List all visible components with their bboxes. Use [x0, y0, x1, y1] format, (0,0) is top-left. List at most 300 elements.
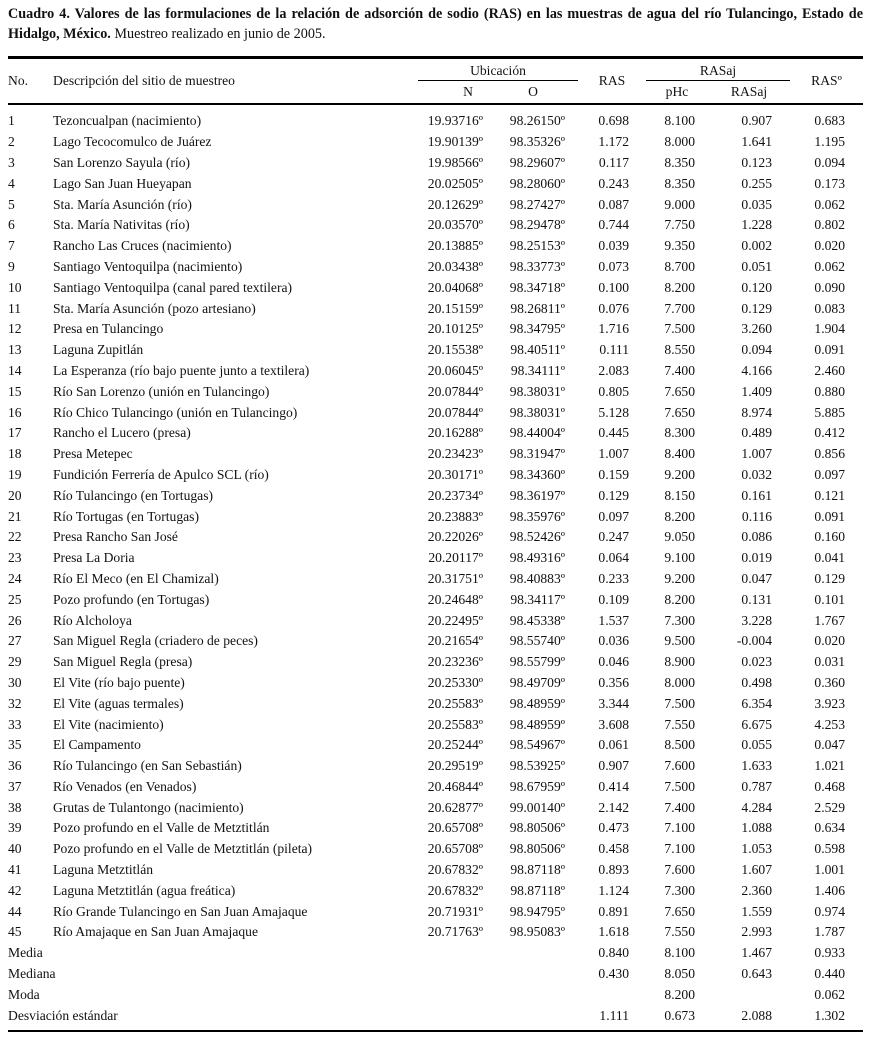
cell-lat-n: 20.03570º	[427, 217, 483, 233]
cell-description: Río Venados (en Venados)	[53, 778, 197, 794]
summary-row	[8, 984, 863, 1005]
cell-phc: 8.350	[664, 154, 695, 170]
cell-phc: 7.600	[664, 758, 695, 774]
cell-ras: 0.097	[598, 508, 629, 524]
table-row	[8, 257, 863, 278]
cell-ras: 1.111	[599, 1007, 629, 1023]
header-ubicacion-cell	[418, 58, 578, 82]
cell-ras-deg: 0.933	[814, 945, 846, 961]
cell-phc: 7.650	[664, 383, 695, 399]
cell-description: El Vite (nacimiento)	[53, 716, 164, 732]
cell-description: San Miguel Regla (criadero de peces)	[53, 633, 258, 649]
cell-lon-o: 98.26811º	[510, 300, 565, 316]
cell-description: San Lorenzo Sayula (río)	[53, 154, 191, 170]
cell-rasaj: -0.004	[736, 633, 773, 649]
cell-rasaj: 6.354	[741, 695, 773, 711]
cell-lon-o: 98.35976º	[509, 508, 565, 524]
cell-rasaj: 0.032	[741, 466, 773, 482]
cell-phc: 8.200	[664, 591, 695, 607]
cell-description: Río Tulancingo (en Tortugas)	[53, 487, 214, 503]
cell-description: Pozo profundo (en Tortugas)	[53, 591, 210, 607]
cell-no: 24	[8, 570, 22, 586]
cell-description: Río Alcholoya	[53, 612, 132, 628]
cell-phc: 7.400	[664, 362, 695, 378]
cell-rasaj: 0.035	[741, 196, 773, 212]
cell-description: Pozo profundo en el Valle de Metztitlán (pileta)	[53, 841, 313, 857]
cell-no: 2	[8, 134, 15, 150]
cell-rasaj: 3.260	[741, 321, 773, 337]
cell-no: 44	[8, 903, 22, 919]
cell-no: 20	[8, 487, 22, 503]
cell-ras: 0.414	[598, 778, 629, 794]
cell-lon-o: 98.27427º	[509, 196, 565, 212]
cell-ras-deg: 0.856	[814, 446, 846, 462]
cell-lon-o: 98.31947º	[509, 446, 565, 462]
cell-lat-n: 20.30171º	[427, 466, 483, 482]
cell-ras: 2.142	[598, 799, 629, 815]
cell-phc: 7.100	[664, 820, 695, 836]
cell-ras-deg: 0.974	[814, 903, 846, 919]
cell-rasaj: 0.255	[741, 175, 773, 191]
cell-ras: 0.805	[598, 383, 629, 399]
cell-no: 21	[8, 508, 22, 524]
cell-description: Laguna Metztitlán	[53, 862, 154, 878]
cell-phc: 8.000	[664, 134, 695, 150]
table-row	[8, 361, 863, 382]
cell-no: 15	[8, 383, 22, 399]
cell-lon-o: 98.40511º	[510, 342, 565, 358]
cell-lat-n: 20.25583º	[427, 716, 483, 732]
cell-rasaj: 1.467	[741, 945, 773, 961]
cell-ras: 3.608	[598, 716, 629, 732]
cell-ras-deg: 2.460	[814, 362, 846, 378]
cell-ras-deg: 0.097	[814, 466, 846, 482]
cell-rasaj: 1.228	[741, 217, 773, 233]
cell-rasaj: 1.607	[741, 862, 773, 878]
cell-description: Santiago Ventoquilpa (nacimiento)	[53, 258, 243, 274]
cell-lat-n: 20.04068º	[427, 279, 483, 295]
table-row	[8, 215, 863, 236]
cell-phc: 8.300	[664, 425, 695, 441]
cell-rasaj: 0.498	[741, 674, 773, 690]
cell-ras-deg: 0.090	[814, 279, 846, 295]
cell-lon-o: 98.49316º	[509, 550, 565, 566]
cell-ras-deg: 1.302	[814, 1007, 846, 1023]
cell-rasaj: 1.633	[741, 758, 773, 774]
cell-ras: 0.698	[598, 113, 629, 129]
cell-description: Tezoncualpan (nacimiento)	[53, 113, 202, 129]
cell-ras: 0.243	[598, 175, 629, 191]
cell-ras: 0.907	[598, 758, 629, 774]
cell-lat-n: 20.25583º	[427, 695, 483, 711]
cell-lon-o: 98.38031º	[509, 383, 565, 399]
cell-ras-deg: 4.253	[814, 716, 846, 732]
cell-no: 14	[8, 362, 22, 378]
cell-no: 42	[8, 882, 22, 898]
table-row	[8, 631, 863, 652]
cell-lat-n: 20.21654º	[427, 633, 483, 649]
cell-lon-o: 98.38031º	[509, 404, 565, 420]
table-row	[8, 506, 863, 527]
cell-no: 45	[8, 924, 22, 940]
cell-phc: 8.150	[664, 487, 695, 503]
cell-lon-o: 98.34111º	[510, 362, 565, 378]
cell-phc: 7.500	[664, 778, 695, 794]
cell-description: Presa Rancho San José	[53, 529, 178, 545]
cell-lat-n: 20.62877º	[427, 799, 483, 815]
table-row	[8, 465, 863, 486]
table-row	[8, 818, 863, 839]
table-row	[8, 340, 863, 361]
table-row	[8, 527, 863, 548]
cell-description: Laguna Zupitlán	[53, 342, 144, 358]
cell-lat-n: 20.10125º	[427, 321, 483, 337]
cell-lat-n: 19.98566º	[427, 154, 483, 170]
cell-lon-o: 98.29478º	[509, 217, 565, 233]
ras-table	[8, 56, 863, 1032]
cell-phc: 9.050	[664, 529, 695, 545]
cell-ras: 0.445	[598, 425, 629, 441]
table-row	[8, 402, 863, 423]
cell-no: 38	[8, 799, 22, 815]
cell-lon-o: 98.87118º	[510, 882, 565, 898]
cell-description: Sta. María Nativitas (río)	[53, 217, 190, 233]
cell-description: Río San Lorenzo (unión en Tulancingo)	[53, 383, 270, 399]
cell-no: 10	[8, 279, 22, 295]
header-ras: RAS	[598, 73, 626, 88]
summary-row	[8, 964, 863, 985]
cell-no: 26	[8, 612, 22, 628]
cell-rasaj: 0.051	[741, 258, 773, 274]
cell-ras-deg: 0.802	[814, 217, 846, 233]
table-row	[8, 194, 863, 215]
cell-no: 7	[8, 238, 15, 254]
cell-phc: 9.500	[664, 633, 695, 649]
cell-ras: 0.064	[598, 550, 629, 566]
cell-no: 18	[8, 446, 22, 462]
table-caption	[8, 4, 863, 44]
header-no: No.	[8, 73, 29, 88]
cell-lon-o: 98.26150º	[509, 113, 565, 129]
cell-stat-label: Moda	[8, 986, 40, 1002]
cell-lat-n: 19.90139º	[427, 134, 483, 150]
cell-phc: 7.550	[664, 924, 695, 940]
header-rasaj-group: RASaj	[646, 59, 790, 81]
cell-ras-deg: 0.880	[814, 383, 846, 399]
cell-description: Rancho Las Cruces (nacimiento)	[53, 238, 232, 254]
cell-lon-o: 98.55740º	[509, 633, 565, 649]
cell-no: 41	[8, 862, 22, 878]
cell-phc: 7.750	[664, 217, 695, 233]
table-row	[8, 652, 863, 673]
cell-ras-deg: 0.360	[814, 674, 846, 690]
cell-ras: 0.458	[598, 841, 629, 857]
cell-lat-n: 20.02505º	[427, 175, 483, 191]
cell-ras-deg: 0.091	[814, 342, 846, 358]
cell-ras: 0.117	[598, 154, 629, 170]
cell-ras-deg: 0.683	[814, 113, 846, 129]
cell-phc: 8.200	[664, 279, 695, 295]
cell-lon-o: 98.48959º	[509, 695, 565, 711]
cell-phc: 9.350	[664, 238, 695, 254]
cell-rasaj	[718, 984, 790, 1005]
cell-ras: 0.430	[598, 966, 629, 982]
cell-lon-o: 98.80506º	[509, 820, 565, 836]
cell-lon-o: 98.34117º	[510, 591, 565, 607]
header-phc: pHc	[665, 84, 689, 99]
cell-ras: 2.083	[598, 362, 629, 378]
cell-lon-o: 98.49709º	[509, 674, 565, 690]
cell-lat-n: 20.46844º	[427, 778, 483, 794]
cell-rasaj: 4.284	[741, 799, 773, 815]
cell-rasaj: 0.002	[741, 238, 773, 254]
cell-ras-deg: 0.062	[814, 196, 846, 212]
cell-phc: 8.100	[664, 945, 695, 961]
cell-phc: 7.700	[664, 300, 695, 316]
table-row	[8, 901, 863, 922]
cell-ras-deg: 0.094	[814, 154, 846, 170]
cell-ras: 0.159	[598, 466, 629, 482]
cell-phc: 8.100	[664, 113, 695, 129]
summary-row	[8, 943, 863, 964]
cell-ras: 0.073	[598, 258, 629, 274]
table-row	[8, 132, 863, 153]
cell-ras: 0.129	[598, 487, 629, 503]
cell-ras-deg: 0.062	[814, 986, 846, 1002]
cell-phc: 9.200	[664, 570, 695, 586]
cell-lat-n: 20.07844º	[427, 404, 483, 420]
cell-rasaj: 0.055	[741, 737, 773, 753]
cell-description: El Campamento	[53, 737, 141, 753]
cell-ras-deg: 1.406	[814, 882, 846, 898]
cell-phc: 7.400	[664, 799, 695, 815]
header-rasaj: RASaj	[730, 84, 768, 99]
cell-description: Rancho el Lucero (presa)	[53, 425, 191, 441]
cell-lon-o: 98.28060º	[509, 175, 565, 191]
cell-lat-n: 20.23423º	[427, 446, 483, 462]
cell-lon-o: 98.67959º	[509, 778, 565, 794]
cell-ras: 5.128	[598, 404, 629, 420]
cell-lon-o: 98.80506º	[509, 841, 565, 857]
cell-lon-o: 98.95083º	[509, 924, 565, 940]
cell-lat-n: 20.23883º	[427, 508, 483, 524]
cell-no: 11	[8, 300, 22, 316]
cell-no: 23	[8, 550, 22, 566]
cell-ras-deg: 5.885	[814, 404, 846, 420]
table-row	[8, 548, 863, 569]
table-row	[8, 277, 863, 298]
cell-ras-deg: 0.440	[814, 966, 846, 982]
cell-phc: 8.350	[664, 175, 695, 191]
table-row	[8, 236, 863, 257]
cell-no: 37	[8, 778, 22, 794]
cell-no: 17	[8, 425, 22, 441]
table-row	[8, 173, 863, 194]
table-row	[8, 153, 863, 174]
cell-lat-n: 20.29519º	[427, 758, 483, 774]
cell-ras-deg: 1.021	[814, 758, 846, 774]
table-row	[8, 839, 863, 860]
header-o: O	[528, 84, 538, 99]
cell-lat-n: 20.67832º	[427, 862, 483, 878]
cell-rasaj: 1.641	[741, 134, 773, 150]
cell-no: 33	[8, 716, 22, 732]
cell-lat-n: 20.07844º	[427, 383, 483, 399]
cell-no: 30	[8, 674, 22, 690]
cell-no: 12	[8, 321, 22, 337]
cell-phc: 8.200	[664, 986, 695, 1002]
cell-ras: 0.111	[599, 342, 629, 358]
cell-ras: 1.618	[598, 924, 629, 940]
cell-lon-o: 98.53925º	[509, 758, 565, 774]
cell-phc: 0.673	[664, 1007, 695, 1023]
cell-lat-n: 20.23236º	[427, 654, 483, 670]
cell-lon-o: 98.34718º	[509, 279, 565, 295]
cell-no: 36	[8, 758, 22, 774]
table-row	[8, 589, 863, 610]
cell-phc: 8.550	[664, 342, 695, 358]
cell-lat-n: 20.16288º	[427, 425, 483, 441]
cell-ras-deg: 0.041	[814, 550, 846, 566]
cell-no: 1	[8, 113, 15, 129]
cell-phc: 8.900	[664, 654, 695, 670]
cell-description: Fundición Ferrería de Apulco SCL (río)	[53, 466, 269, 482]
cell-phc: 8.500	[664, 737, 695, 753]
cell-rasaj: 0.131	[741, 591, 773, 607]
cell-ras-deg: 1.904	[814, 321, 846, 337]
cell-ras: 1.537	[598, 612, 629, 628]
cell-lon-o: 98.55799º	[509, 654, 565, 670]
cell-stat-label: Mediana	[8, 966, 56, 982]
cell-lat-n: 20.25244º	[427, 737, 483, 753]
cell-ras: 0.233	[598, 570, 629, 586]
cell-stat-label: Desviación estándar	[8, 1007, 118, 1023]
cell-ras: 0.891	[598, 903, 629, 919]
table-row	[8, 381, 863, 402]
cell-description: Lago Tecocomulco de Juárez	[53, 134, 212, 150]
cell-lat-n: 20.24648º	[427, 591, 483, 607]
cell-description: Sta. María Asunción (río)	[53, 196, 192, 212]
cell-lon-o: 98.34360º	[509, 466, 565, 482]
table-row	[8, 444, 863, 465]
cell-lat-n: 20.65708º	[427, 841, 483, 857]
cell-rasaj: 6.675	[741, 716, 773, 732]
cell-rasaj: 0.086	[741, 529, 773, 545]
cell-no: 27	[8, 633, 22, 649]
cell-phc: 9.200	[664, 466, 695, 482]
cell-rasaj: 0.123	[741, 154, 773, 170]
cell-ras-deg: 0.468	[814, 778, 846, 794]
cell-lat-n: 20.06045º	[427, 362, 483, 378]
cell-ras-deg: 1.001	[814, 862, 846, 878]
cell-ras: 0.100	[598, 279, 629, 295]
cell-ras: 0.061	[598, 737, 629, 753]
cell-ras-deg: 0.047	[814, 737, 846, 753]
cell-lon-o: 98.34795º	[509, 321, 565, 337]
cell-lon-o: 98.54967º	[509, 737, 565, 753]
cell-rasaj: 0.489	[741, 425, 773, 441]
table-row	[8, 673, 863, 694]
cell-no: 3	[8, 154, 15, 170]
caption-title: Cuadro 4. Valores de las formulaciones de la relación de adsorción de sodio (RAS) en las muestras de agua del río Tulancingo, Estado de Hidalgo, México.	[8, 6, 863, 42]
cell-phc: 7.600	[664, 862, 695, 878]
cell-description: Río Tulancingo (en San Sebastián)	[53, 758, 242, 774]
cell-no: 32	[8, 695, 22, 711]
cell-ras-deg: 1.195	[814, 134, 846, 150]
cell-no: 35	[8, 737, 22, 753]
cell-rasaj: 0.023	[741, 654, 773, 670]
cell-no: 39	[8, 820, 22, 836]
cell-phc: 8.700	[664, 258, 695, 274]
table-row	[8, 693, 863, 714]
cell-lat-n: 20.31751º	[427, 570, 483, 586]
cell-phc: 8.400	[664, 446, 695, 462]
cell-phc: 8.050	[664, 966, 695, 982]
cell-lon-o: 98.44004º	[509, 425, 565, 441]
cell-phc: 7.500	[664, 321, 695, 337]
cell-phc: 7.100	[664, 841, 695, 857]
cell-lat-n: 20.22026º	[427, 529, 483, 545]
cell-ras: 1.172	[598, 134, 629, 150]
cell-lon-o: 98.33773º	[509, 258, 565, 274]
cell-ras: 0.893	[598, 862, 629, 878]
cell-rasaj: 1.007	[741, 446, 773, 462]
table-row	[8, 423, 863, 444]
header-n: N	[463, 84, 473, 99]
cell-lon-o: 98.45338º	[509, 612, 565, 628]
cell-lon-o: 98.35326º	[509, 134, 565, 150]
header-ubicacion: Ubicación	[418, 59, 578, 81]
cell-lat-n: 20.20117º	[428, 550, 483, 566]
cell-description: Pozo profundo en el Valle de Metztitlán	[53, 820, 270, 836]
cell-description: Presa La Doria	[53, 550, 135, 566]
cell-ras: 0.087	[598, 196, 629, 212]
table-row	[8, 756, 863, 777]
cell-lon-o: 98.29607º	[509, 154, 565, 170]
cell-lat-n: 20.65708º	[427, 820, 483, 836]
cell-description: Lago San Juan Hueyapan	[53, 175, 192, 191]
cell-description: Río El Meco (en El Chamizal)	[53, 570, 219, 586]
cell-lon-o: 98.25153º	[509, 238, 565, 254]
cell-rasaj: 0.129	[741, 300, 773, 316]
table-row	[8, 880, 863, 901]
cell-ras: 1.124	[598, 882, 629, 898]
cell-lon-o: 98.52426º	[509, 529, 565, 545]
cell-rasaj: 0.116	[741, 508, 773, 524]
cell-ras-deg: 2.529	[814, 799, 846, 815]
cell-phc: 7.550	[664, 716, 695, 732]
cell-ras-deg: 0.091	[814, 508, 846, 524]
cell-description: San Miguel Regla (presa)	[53, 654, 193, 670]
cell-description: Río Chico Tulancingo (unión en Tulancingo)	[53, 404, 298, 420]
cell-lat-n: 20.22495º	[427, 612, 483, 628]
cell-rasaj: 8.974	[741, 404, 773, 420]
table-row	[8, 104, 863, 132]
header-description: Descripción del sitio de muestreo	[53, 73, 235, 88]
cell-description: Río Tortugas (en Tortugas)	[53, 508, 199, 524]
cell-rasaj: 1.409	[741, 383, 773, 399]
cell-rasaj: 0.019	[741, 550, 773, 566]
cell-ras-deg: 0.083	[814, 300, 846, 316]
cell-lat-n: 20.23734º	[427, 487, 483, 503]
cell-lon-o: 98.36197º	[509, 487, 565, 503]
table-body	[8, 104, 863, 1031]
cell-rasaj: 2.993	[741, 924, 773, 940]
cell-description: Sta. María Asunción (pozo artesiano)	[53, 300, 256, 316]
cell-description: El Vite (río bajo puente)	[53, 674, 185, 690]
cell-no: 19	[8, 466, 22, 482]
cell-ras-deg: 0.062	[814, 258, 846, 274]
